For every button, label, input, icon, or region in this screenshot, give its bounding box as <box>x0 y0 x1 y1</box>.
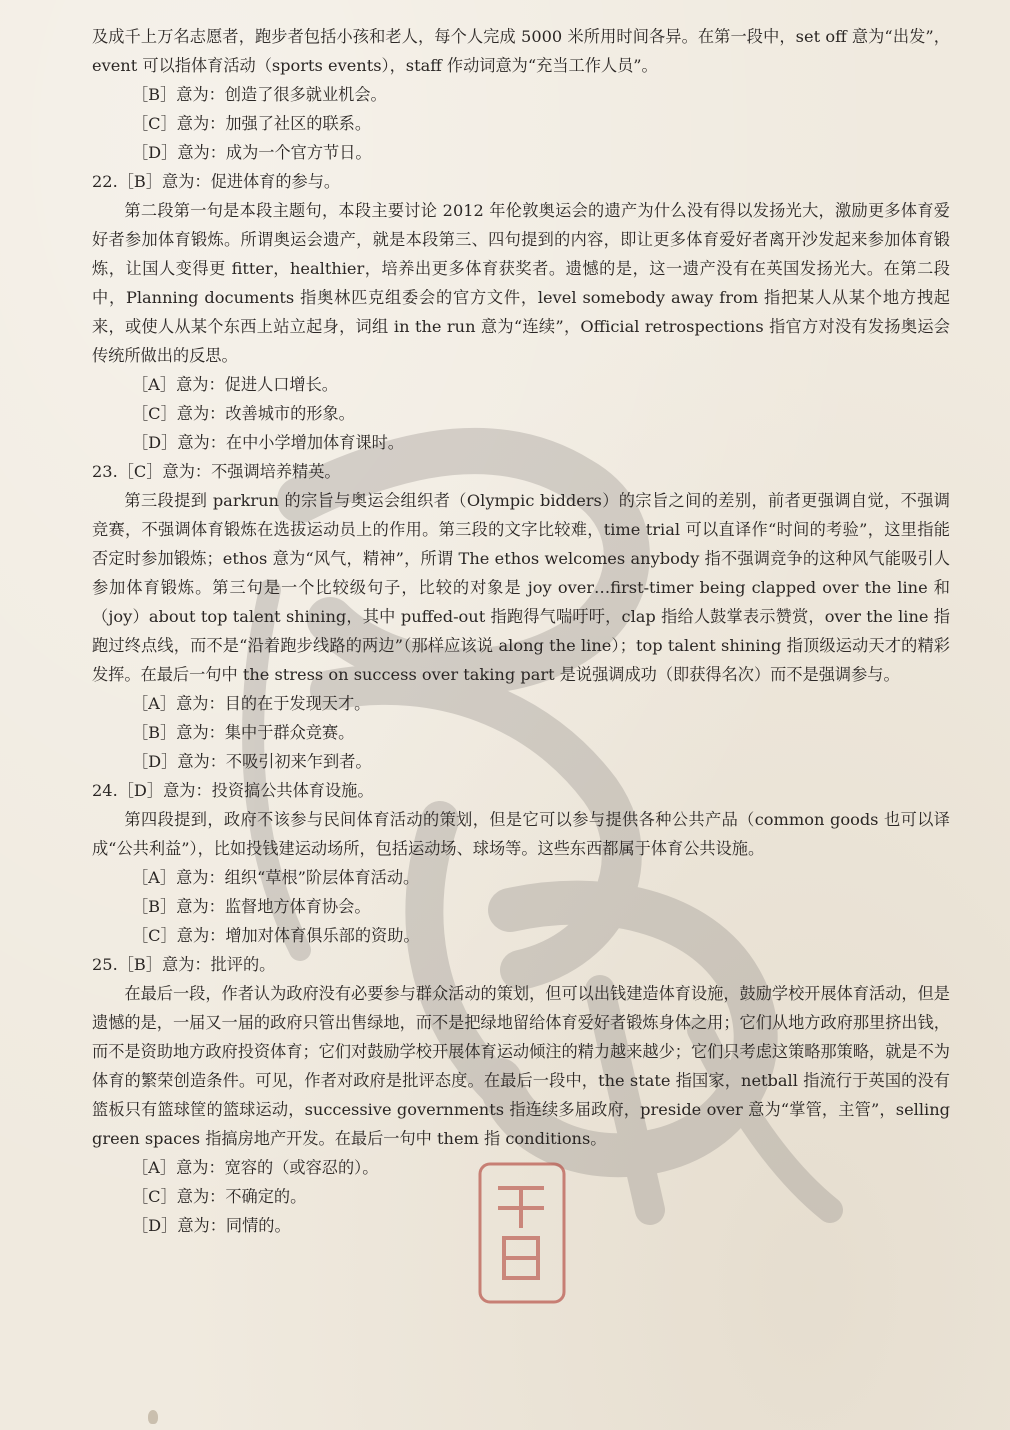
option-25-d: ［D］意为：同情的。 <box>132 1216 291 1235</box>
paper-speck <box>148 1410 158 1424</box>
option-21-b: ［B］意为：创造了很多就业机会。 <box>132 85 387 104</box>
answer-24: 24.［D］意为：投资搞公共体育设施。 <box>92 781 374 800</box>
option-22-c: ［C］意为：改善城市的形象。 <box>132 404 355 423</box>
option-22-d: ［D］意为：在中小学增加体育课时。 <box>132 433 404 452</box>
answer-23: 23.［C］意为：不强调培养精英。 <box>92 462 341 481</box>
option-21-c: ［C］意为：加强了社区的联系。 <box>132 114 372 133</box>
option-21-d: ［D］意为：成为一个官方节日。 <box>132 143 372 162</box>
option-24-c: ［C］意为：增加对体育俱乐部的资助。 <box>132 926 420 945</box>
answer-25: 25.［B］意为：批评的。 <box>92 955 276 974</box>
answer-explanation-text <box>92 22 950 1240</box>
option-24-a: ［A］意为：组织“草根”阶层体育活动。 <box>132 868 420 887</box>
option-23-b: ［B］意为：集中于群众竞赛。 <box>132 723 355 742</box>
answer-22: 22.［B］意为：促进体育的参与。 <box>92 172 341 191</box>
paragraph-23: 第三段提到 parkrun 的宗旨与奥运会组织者（Olympic bidders）的宗旨之间的差别，前者更强调自觉，不强调竞赛，不强调体育锻炼在选拔运动员上的作用。第三段的文字比较难，time trial 可以直译作“时间的考验”，这里指能否定时参加锻炼；ethos 意为“风气，精神”，所谓 The ethos welcomes anybody 指不强调竞争的这种风气能吸引人参加体育锻炼。第三句是一个比较级句子，比较的对象是 joy over…first-timer being clapped over the line 和（joy）about top talent shining，其中 puffed-out 指跑得气喘吁吁，clap 指给人鼓掌表示赞赏，over the line 指跑过终点线，而不是“沿着跑步线路的两边”（那样应该说 along the line）；top talent shining 指顶级运动天才的精彩发挥。在最后一句中 the stress on success over taking part 是说强调成功（即获得名次）而不是强调参与。 <box>92 491 950 684</box>
option-22-a: ［A］意为：促进人口增长。 <box>132 375 338 394</box>
option-25-c: ［C］意为：不确定的。 <box>132 1187 307 1206</box>
paragraph-25: 在最后一段，作者认为政府没有必要参与群众活动的策划，但可以出钱建造体育设施，鼓励学校开展体育活动，但是遗憾的是，一届又一届的政府只管出售绿地，而不是把绿地留给体育爱好者锻炼身体之用；它们从地方政府那里挤出钱，而不是资助地方政府投资体育；它们对鼓励学校开展体育运动倾注的精力越来越少；它们只考虑这策略那策略，就是不为体育的繁荣创造条件。可见，作者对政府是批评态度。在最后一段中，the state 指国家，netball 指流行于英国的没有篮板只有篮球筐的篮球运动，successive governments 指连续多届政府，preside over 意为“掌管，主管”，selling green spaces 指搞房地产开发。在最后一句中 them 指 conditions。 <box>92 984 950 1148</box>
paragraph-21-tail: 及成千上万名志愿者，跑步者包括小孩和老人，每个人完成 5000 米所用时间各异。在第一段中，set off 意为“出发”，event 可以指体育活动（sports events），staff 作动词意为“充当工作人员”。 <box>92 27 950 75</box>
option-24-b: ［B］意为：监督地方体育协会。 <box>132 897 371 916</box>
option-25-a: ［A］意为：宽容的（或容忍的）。 <box>132 1158 379 1177</box>
option-23-a: ［A］意为：目的在于发现天才。 <box>132 694 371 713</box>
option-23-d: ［D］意为：不吸引初来乍到者。 <box>132 752 372 771</box>
paragraph-22: 第二段第一句是本段主题句，本段主要讨论 2012 年伦敦奥运会的遗产为什么没有得以发扬光大，激励更多体育爱好者参加体育锻炼。所谓奥运会遗产，就是本段第三、四句提到的内容，即让更多体育爱好者离开沙发起来参加体育锻炼，让国人变得更 fitter，healthier，培养出更多体育获奖者。遗憾的是，这一遗产没有在英国发扬光大。在第二段中，Planning documents 指奥林匹克组委会的官方文件，level somebody away from 指把某人从某个地方拽起来，或使人从某个东西上站立起身，词组 in the run 意为“连续”，Official retrospections 指官方对没有发扬奥运会传统所做出的反思。 <box>92 201 950 365</box>
paragraph-24: 第四段提到，政府不该参与民间体育活动的策划，但是它可以参与提供各种公共产品（common goods 也可以译成“公共利益”），比如投钱建运动场所，包括运动场、球场等。这些东西都属于体育公共设施。 <box>92 810 950 858</box>
